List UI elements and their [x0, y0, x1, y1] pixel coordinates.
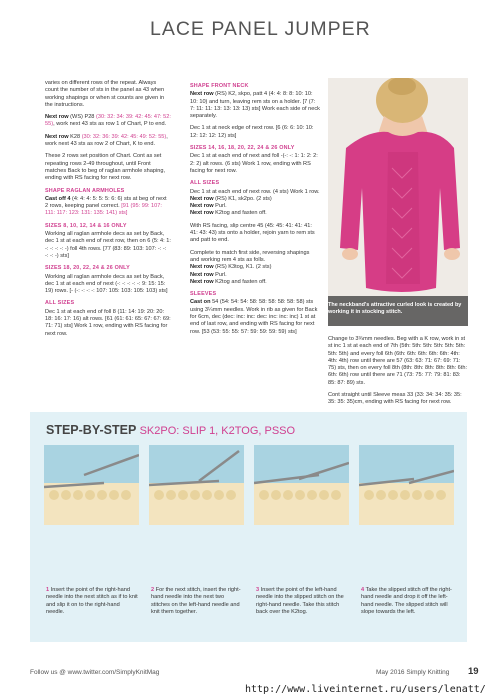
knitting-needles-illustration	[149, 445, 244, 525]
instruction: Cast off 4 (4: 4: 4: 5: 5: 5: 6: 6) sts at beg of next 2 rows, keeping panel correct. [91 (95: 99: 107: 111: 117: 123: 131: 135: 141) sts]	[45, 195, 167, 217]
footer-magazine-issue: May 2016 Simply Knitting	[376, 669, 450, 676]
step-3-text: 3 Insert the point of the left-hand needle into the slipped stitch on the right-hand needle. Take this stitch back over the K2tog.	[256, 587, 344, 615]
instruction: Next row K2tog and fasten off.	[190, 278, 267, 285]
instruction: Next row K28 (30: 32: 36: 39: 42: 45: 49: 52: 55), work next 43 sts as row 2 of Chart, K to end.	[45, 133, 168, 148]
step-4-text: 4 Take the slipped stitch off the right-hand needle and drop it off the left-hand needle. The slipped stitch will slope towards the left.	[361, 587, 452, 615]
body-text: With RS facing, slip centre 45 (45: 45: 41: 41: 41: 41: 43: 43) sts onto a holder, rejoin yarn to rem sts and patt to end.	[190, 222, 315, 244]
instruction: Next row K2tog and fasten off.	[190, 210, 267, 217]
instruction: Cast on 54 (54: 54: 54: 58: 58: 58: 58: 58: 58) sts using 3¼mm needles. Work in rib as given for Back for 6cm, dec (dec: inc: inc: dec: inc: inc: inc) 1 st at end of last row, and ending with RS facing for next row. [53 (53: 55: 55: 57: 59: 59: 59: 59) sts]	[190, 299, 318, 335]
knitting-needles-illustration	[254, 445, 349, 525]
step-1-text: 1 Insert the point of the right-hand needle into the next stitch as if to knit and slip it on to the right-hand needle.	[46, 587, 138, 615]
page-number: 19	[468, 666, 479, 677]
step-4-photo	[359, 445, 454, 525]
section-heading: SLEEVES	[190, 291, 217, 298]
knitting-needles-illustration	[359, 445, 454, 525]
instruction: Next row (WS) P28 (30: 32: 34: 39: 42: 45: 47: 52: 55), work next 43 sts as row 1 of Chart, P to end.	[45, 114, 171, 128]
section-heading: SIZES 8, 10, 12, 14 & 16 ONLY	[45, 222, 127, 229]
instruction: Next row (RS) K1, sk2po. (2 sts)	[190, 195, 272, 202]
body-text: Change to 3¾mm needles. Beg with a K row, work in st st inc 1 st at each end of 7th (5th: 5th: 5th: 5th: 5th: 5th: 5th: 5th) and every foll 6th (6th: 6th: 6th: 6th: 6th: 4th: 4th: 4th) row until there are 57 (63: 63: 71: 67: 69: 71: 75) sts, then on every foll 8th (8th: 8th: 8th: 8th: 8th: 6th: 6th: 6th) row until there are 71 (73: 75: 77: 79: 81: 83: 85: 87: 89) sts.	[328, 336, 467, 386]
page-title: LACE PANEL JUMPER	[150, 18, 371, 40]
body-text: varies on different rows of the repeat. Always count the number of sts in the panel as 43 when working shapings or when st counts are given in the instructions.	[45, 80, 165, 108]
panel-title: STEP-BY-STEP SK2PO: SLIP 1, K2TOG, PSSO	[46, 423, 296, 437]
body-text: These 2 rows set position of Chart. Cont as set repeating rows 2-49 throughout, until Front matches Back to beg of raglan armhole shaping, ending with RS facing for next row.	[45, 153, 166, 182]
body-text: Dec 1 st at each end of next row. (4 sts) Work 1 row.	[190, 188, 320, 195]
step-by-step-panel	[30, 412, 467, 642]
section-heading: SIZES 18, 20, 22, 24 & 26 ONLY	[45, 265, 130, 272]
instruction: Next row (RS) K2, skpo, patt 4 (4: 4: 8: 8: 10: 10: 10: 10) and turn, leaving rem sts on a holder. [7 (7: 7: 11: 11: 13: 13: 13: 13) sts] Work each side of neck separately.	[190, 91, 320, 120]
source-url[interactable]: http://www.liveinternet.ru/users/lenatt/	[245, 684, 486, 695]
knitting-needles-illustration	[44, 445, 139, 525]
step-2-text: 2 For the next stitch, insert the right-hand needle into the next two stitches on the left-hand needle and knit them together.	[151, 587, 241, 615]
footer-twitter-link[interactable]: Follow us @ www.twitter.com/SimplyKnitMag	[30, 669, 160, 676]
section-heading: ALL SIZES	[45, 300, 75, 307]
photo-caption: The neckband's attractive curled look is created by working it in stocking stitch.	[328, 302, 462, 315]
instruction: Next row (RS) K3tog, K1. (2 sts)	[190, 264, 272, 271]
body-text: Cont straight until Sleeve meas 33 (33: 34: 34: 35: 35: 35: 35: 35)cm, ending with RS facing for next row.	[328, 392, 462, 406]
step-2-photo	[149, 445, 244, 525]
section-heading: SHAPE FRONT NECK	[190, 83, 249, 89]
section-heading: SIZES 14, 16, 18, 20, 22, 24 & 26 ONLY	[190, 145, 295, 152]
jumper-photo	[328, 78, 468, 326]
body-text: Dec 1 st at each end of next and foll -(-: -: 1: 1: 2: 2: 2: 2) alt rows. (6 sts) Work 1 row, ending with RS facing for next row.	[190, 153, 318, 174]
instruction: Next row Purl.	[190, 271, 227, 278]
section-heading: ALL SIZES	[190, 180, 220, 187]
body-text: Dec 1 st at each end of foll 8 (11: 14: 19: 20: 20: 18: 16: 17: 16) alt rows. [61 (61: 61: 65: 67: 67: 69: 71: 71) sts] Work 1 row, ending with RS facing for next row.	[45, 308, 171, 337]
instruction: Next row Purl.	[190, 203, 227, 210]
step-3-photo	[254, 445, 349, 525]
pattern-column-1	[45, 80, 171, 343]
body-text: Working all raglan armhole decs as set by Back, dec 1 st at each end of next row, then on 6 (5: 4: 1: -: -: -: -: -) foll 4th rows. [77 (83: 89: 103: 107: -: -: -: -: -) sts]	[45, 231, 171, 259]
model-illustration	[328, 78, 468, 326]
section-heading: SHAPE RAGLAN ARMHOLES	[45, 187, 125, 194]
body-text: Complete to match first side, reversing shapings and working rem 4 sts as folls.	[190, 249, 310, 263]
step-1-photo	[44, 445, 139, 525]
pattern-column-2	[190, 80, 320, 341]
body-text: Dec 1 st at neck edge of next row. [6 (6: 6: 10: 10: 12: 12: 12: 12) sts]	[190, 125, 314, 139]
body-text: Working all raglan armhole decs as set by Back, dec 1 st at each end of next (-: -: -: -: -: 9: 15: 15: 19) rows. [- (-: -: -: -: 107: 105: 103: 105: 103) sts]	[45, 273, 168, 295]
